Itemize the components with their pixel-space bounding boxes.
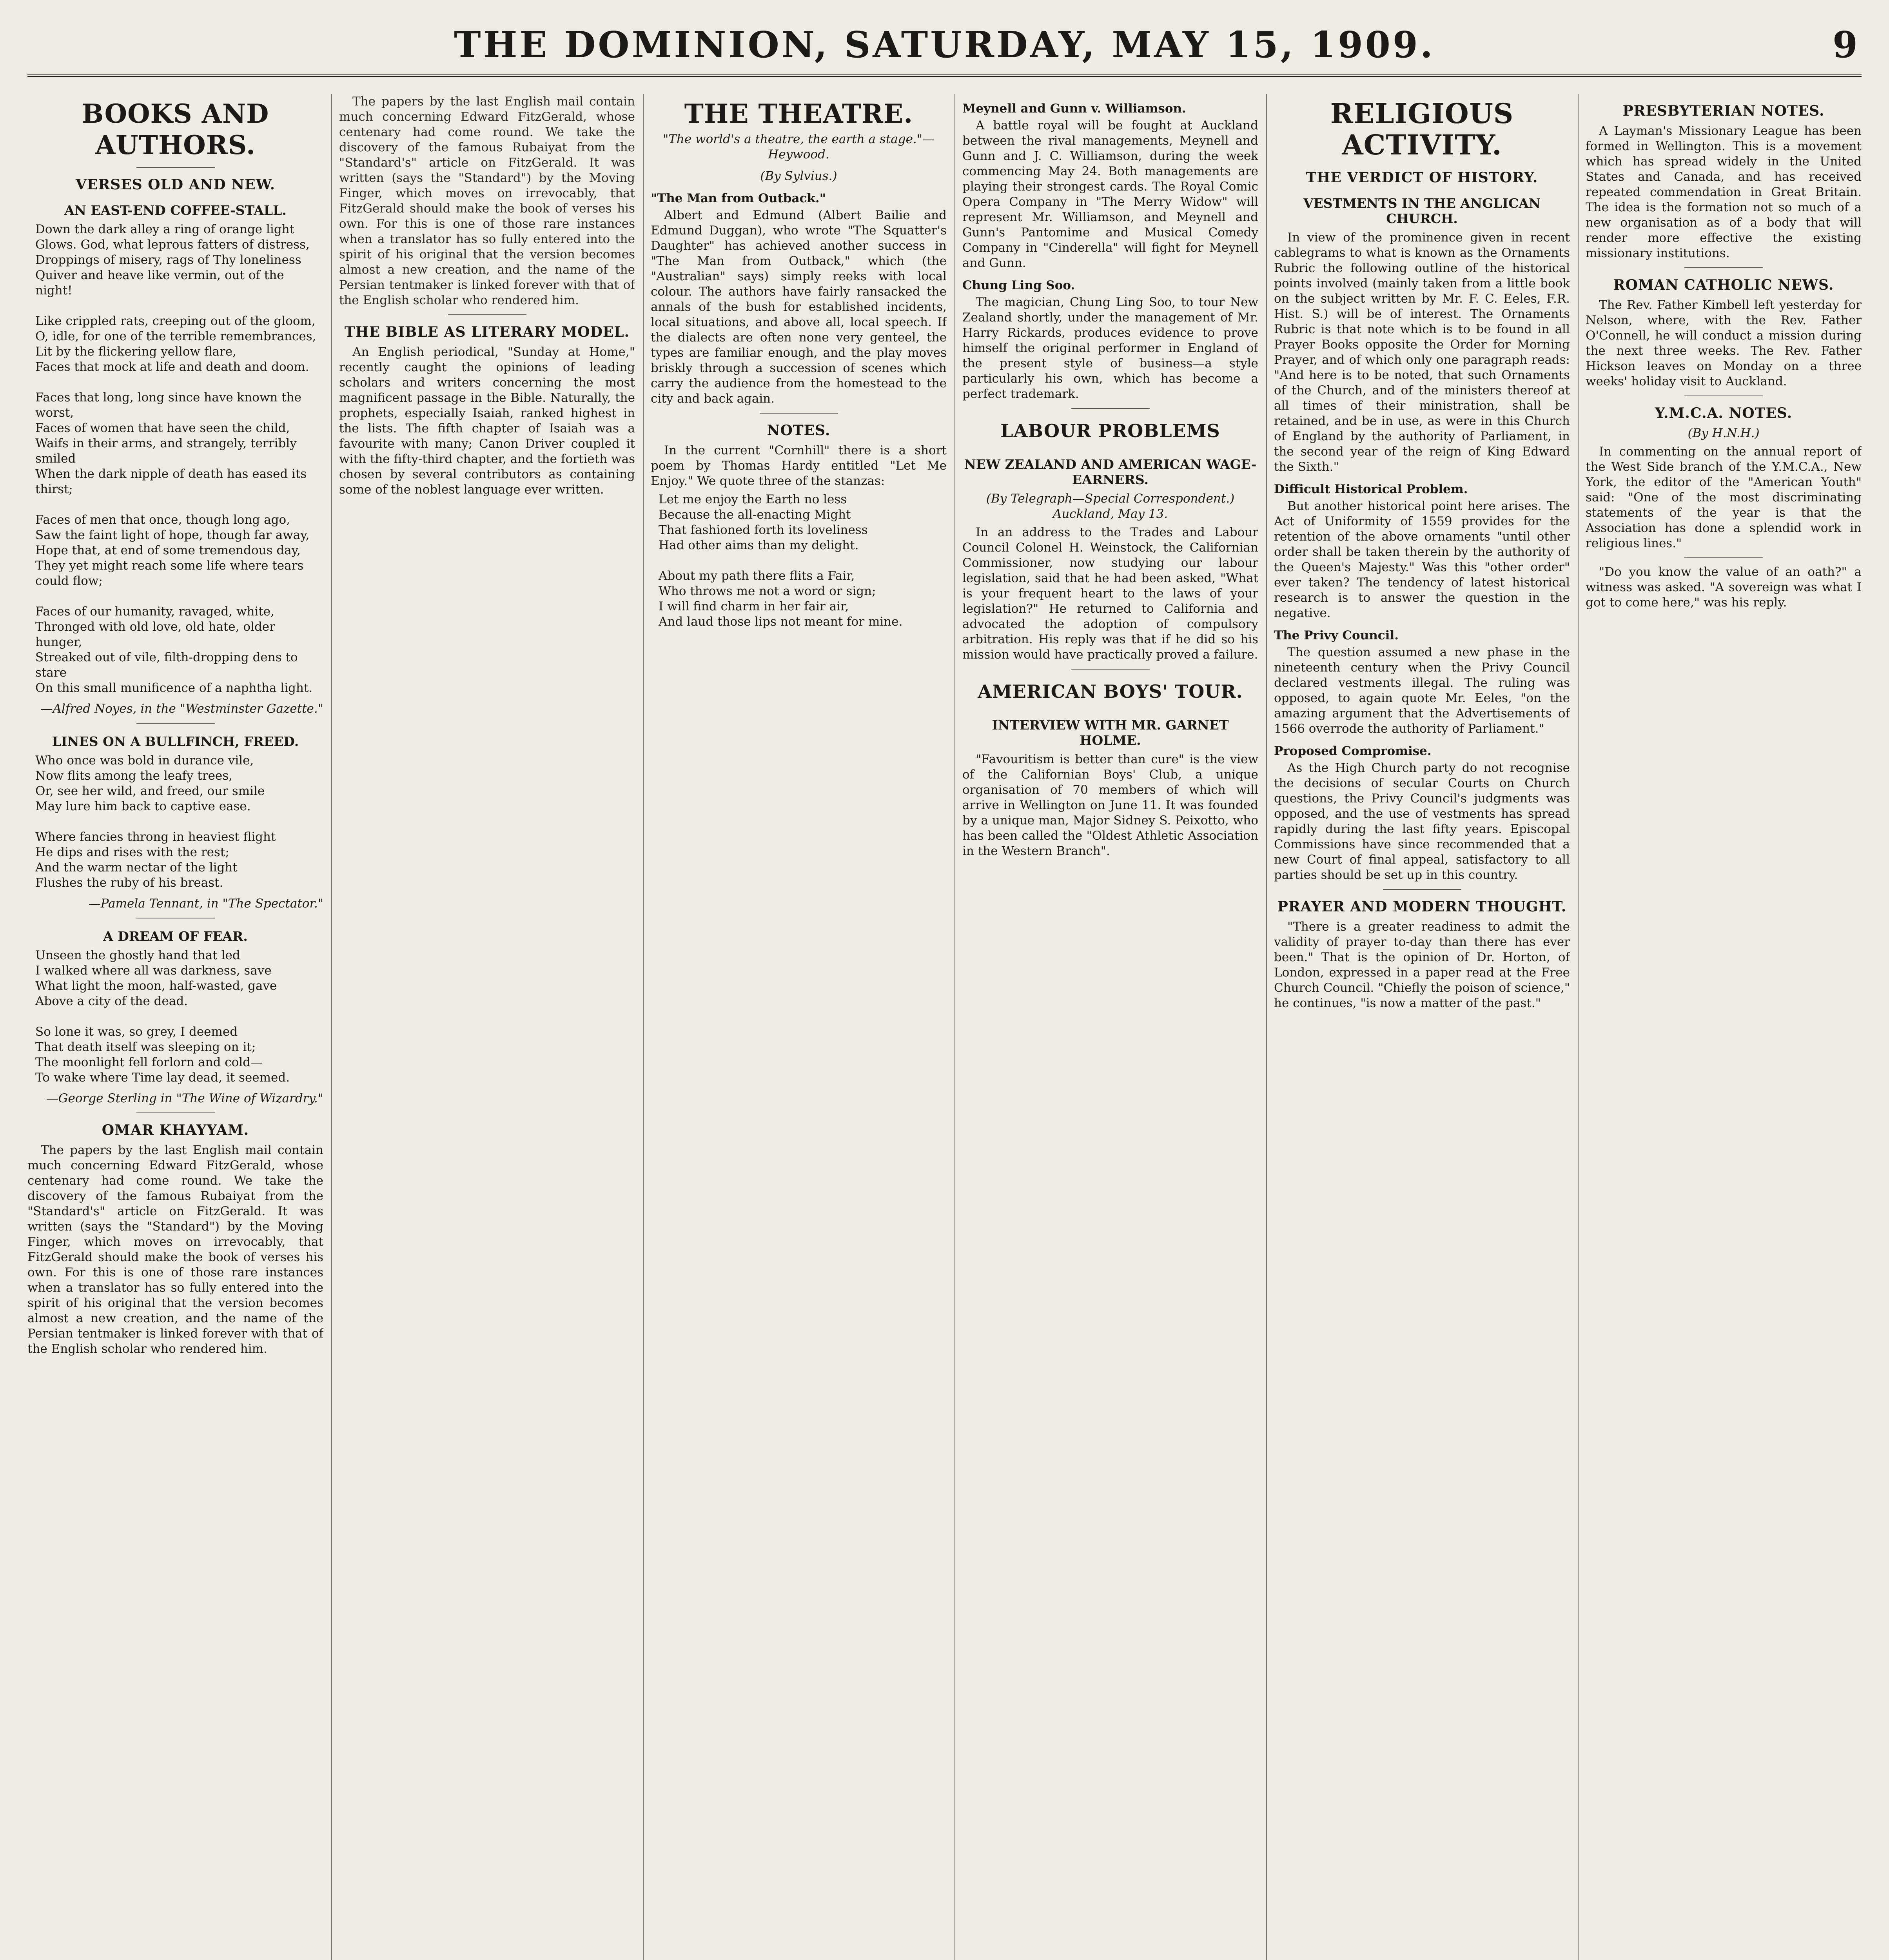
- poem-title: AN EAST-END COFFEE-STALL.: [64, 203, 287, 218]
- prayer-heading: PRAYER AND MODERN THOUGHT.: [1277, 898, 1567, 915]
- article-text: The question assumed a new phase in the nineteenth century when the Privy Council declared vestments illegal. The ruling was opposed, to again quote Mr. Eeles, "on the amazing argument that the Advertisements of 1566 overrode the authority of Parliament.": [1274, 645, 1570, 736]
- article-text: The papers by the last English mail contain much concerning Edward FitzGerald, whose centenary had come round. We take the discovery of the famous Rubaiyat from the "Standard's" article on FitzGerald. It was written (says the "Standard") by the Moving Finger, which moves on irrevocably, that FitzGerald should make the book of verses his own. For this is one of those rare instances when a translator has so fully entered into the spirit of his original that the version becomes almost a new creation, and the name of the Persian tentmaker is linked forever with that of the English scholar who rendered him.: [339, 94, 635, 307]
- presbyterian-heading: PRESBYTERIAN NOTES.: [1622, 103, 1825, 119]
- article-text: In the current "Cornhill" there is a short poem by Thomas Hardy entitled "Let Me Enjoy." We quote three of the stanzas:: [651, 443, 947, 488]
- article-text: Albert and Edmund (Albert Bailie and Edmund Duggan), who wrote "The Squatter's Daughter" has achieved another success in "The Man from Outback," which (the "Australian" says) simply reeks with local colour. The authors have fairly ransacked the annals of the bush for established incidents, local situations, and above all, local speech. If the dialects are often none very genteel, the types are familiar enough, and the play moves briskly through a succession of scenes which carry the audience from the homestead to the city and back again.: [651, 208, 947, 406]
- masthead: [27, 16, 1862, 77]
- divider: [1684, 557, 1763, 558]
- religious-section-title: RELIGIOUS ACTIVITY.: [1330, 97, 1514, 161]
- column-rule: [954, 94, 955, 1960]
- divider: [1071, 669, 1150, 670]
- item-heading: Proposed Compromise.: [1274, 744, 1432, 758]
- item-heading: Difficult Historical Problem.: [1274, 482, 1468, 496]
- poem-text: Down the dark alley a ring of orange light Glows. God, what leprous fatters of distress, Droppings of misery, rags of Thy loneliness Quiver and heave like vermin, out of the night! Like crippled rats, creeping out of the gloom, O, idle, for one of the terrible remembrances, Lit by the flickering yellow flare, Faces that mock at life and death and doom. Faces that long, long since have known the worst, Faces of women that have seen the child, Waifs in their arms, and strangely, terribly smiled When the dark nipple of death has eased its thirst; Faces of men that once, though long ago, Saw the faint light of hope, though far away, Hope that, at end of some tremendous day, They yet might reach some life where tears could flow; Faces of our humanity, ravaged, white, Thronged with old love, old hate, older hunger, Streaked out of vile, filth-dropping dens to stare On this small munificence of a naphtha light.: [35, 222, 316, 695]
- roman-catholic-heading: ROMAN CATHOLIC NEWS.: [1613, 277, 1834, 293]
- divider: [136, 1112, 215, 1113]
- column-1: [27, 94, 323, 1960]
- ymca-heading: Y.M.C.A. NOTES.: [1655, 405, 1793, 421]
- column-rule: [1266, 94, 1267, 1960]
- divider: [136, 723, 215, 724]
- columns: [27, 94, 1862, 1960]
- theatre-epigraph: "The world's a theatre, the earth a stage."—Heywood.: [662, 132, 935, 162]
- theatre-section-title: THE THEATRE.: [684, 98, 913, 129]
- labour-heading: NEW ZEALAND AND AMERICAN WAGE-EARNERS.: [964, 457, 1257, 487]
- theatre-byline: (By Sylvius.): [760, 169, 837, 183]
- article-text: But another historical point here arises. The Act of Uniformity of 1559 provides for the retention of the above ornaments "until other order shall be taken therein by the authority of the Queen's Majesty." Was this "other order" ever taken? The tendency of latest historical research is to answer the question in the negative.: [1274, 499, 1570, 620]
- newspaper-page: [27, 16, 1862, 1960]
- poem-text: Unseen the ghostly hand that led I walked where all was darkness, save What light the moon, half-wasted, gave Above a city of the dead. So lone it was, so grey, I deemed That death itself was sleeping on it; The moonlight fell forlorn and cold— To wake where Time lay dead, it seemed.: [35, 948, 290, 1085]
- poem-attribution: —Alfred Noyes, in the "Westminster Gazette.": [40, 702, 323, 716]
- column-rule: [1578, 94, 1579, 1960]
- verdict-heading: THE VERDICT OF HISTORY.: [1306, 169, 1538, 186]
- column-2: [339, 94, 635, 1960]
- divider: [760, 413, 838, 414]
- article-text: In commenting on the annual report of the West Side branch of the Y.M.C.A., New York, the editor of the "American Youth" said: "One of the most discriminating statements of the year is that the Association has done a splendid work in religious lines.": [1586, 445, 1862, 550]
- verses-heading: VERSES OLD AND NEW.: [76, 176, 275, 193]
- poem-text: Let me enjoy the Earth no less Because the all-enacting Might That fashioned forth its loveliness Had other aims than my delight. About my path there flits a Fair, Who throws me not a word or sign; I will find charm in her fair air, And laud those lips not meant for mine.: [659, 492, 903, 629]
- article-text: A Layman's Missionary League has been formed in Wellington. This is a movement which has spread widely in the United States and Canada, and has received repeated commendation in Great Britain. The idea is the formation not so much of a new organisation as of a body that will render more effective the existing missionary institutions.: [1586, 124, 1862, 260]
- poem-attribution: —George Sterling in "The Wine of Wizardry.": [46, 1091, 323, 1105]
- column-3: [651, 94, 947, 1960]
- article-text: In an address to the Trades and Labour Council Colonel H. Weinstock, the Californian Commissioner, now studying our labour legislation, said that he had been asked, "What is your frequent heart to the laws of your legislation?" He returned to California and advocated the adoption of compulsory arbitration. His reply was that if he did so his mission would have practically proved a failure.: [962, 525, 1258, 662]
- books-section-title: BOOKS AND AUTHORS.: [82, 98, 269, 160]
- article-text: An English periodical, "Sunday at Home," recently caught the opinions of leading scholars and writers concerning the most magnificent passage in the Bible. Naturally, the prophets, especially Isaiah, ranked highest in the lists. The fifth chapter of Isaiah was a favourite with many; Canon Driver coupled it with the fifty-third chapter, and the fortieth was chosen by several contributors as containing some of the noblest language ever written.: [339, 345, 635, 497]
- poem-attribution: —Pamela Tennant, in "The Spectator.": [88, 897, 323, 911]
- labour-section-title: LABOUR PROBLEMS: [1000, 420, 1220, 441]
- vestments-heading: VESTMENTS IN THE ANGLICAN CHURCH.: [1303, 196, 1541, 226]
- column-rule: [643, 94, 644, 1960]
- divider: [1383, 889, 1461, 890]
- divider: [1684, 267, 1763, 268]
- poem-title: LINES ON A BULLFINCH, FREED.: [52, 734, 299, 749]
- boys-tour-title: AMERICAN BOYS' TOUR.: [978, 681, 1243, 702]
- article-text: In view of the prominence given in recent cablegrams to what is known as the Ornaments Rubric the following outline of the historical points involved (mainly taken from a little book on the subject written by Mr. F. C. Eeles, F.R. Hist. S.) will be of interest. The Ornaments Rubric is that note which is to be found in all Prayer Books opposite the Order for Morning Prayer, and of which only one paragraph reads: "And here is to be noted, that such Ornaments of the Church, and of the ministers thereof at all times of their ministration, shall be retained, and be in use, as were in this Church of England by the authority of Parliament, in the second year of the reign of King Edward the Sixth.": [1274, 230, 1570, 474]
- column-5: [1274, 94, 1570, 1960]
- newspaper-title: THE DOMINION, SATURDAY, MAY 15, 1909.: [454, 24, 1435, 66]
- labour-dateline: (By Telegraph—Special Correspondent.) Auckland, May 13.: [986, 492, 1235, 521]
- poem-text: Who once was bold in durance vile, Now flits among the leafy trees, Or, see her wild, and freed, our smile May lure him back to captive ease. Where fancies throng in heaviest flight He dips and rises with the rest; And the warm nectar of the light Flushes the ruby of his breast.: [35, 753, 276, 890]
- item-heading: The Privy Council.: [1274, 628, 1399, 642]
- notes-heading: NOTES.: [767, 422, 831, 439]
- article-text: The Rev. Father Kimbell left yesterday for Nelson, where, with the Rev. Father O'Connell, he will conduct a mission during the next three weeks. The Rev. Father Hickson leaves on Monday on a three weeks' holiday visit to Auckland.: [1586, 298, 1862, 388]
- article-text: "There is a greater readiness to admit the validity of prayer to-day than there has ever been." That is the opinion of Dr. Horton, of London, expressed in a paper read at the Free Church Council. "Chiefly the poison of science," he continues, "is now a matter of the past.": [1274, 920, 1570, 1010]
- article-text: A battle royal will be fought at Auckland between the rival managements, Meynell and Gunn and J. C. Williamson, during the week commencing May 24. Both managements are playing their strongest cards. The Royal Comic Opera Company in "The Merry Widow" will represent Mr. Williamson, and Meynell and Gunn's Pantomime and Musical Comedy Company in "Cinderella" will fight for Meynell and Gunn.: [962, 118, 1258, 270]
- column-6: [1586, 94, 1862, 1960]
- closing-text: "Do you know the value of an oath?" a witness was asked. "A sovereign was what I got to come here," was his reply.: [1586, 565, 1862, 610]
- column-4: [962, 94, 1258, 1960]
- poem-title: A DREAM OF FEAR.: [103, 929, 248, 944]
- divider: [448, 314, 526, 315]
- khayyam-heading: OMAR KHAYYAM.: [102, 1122, 249, 1138]
- divider: [1071, 408, 1150, 409]
- article-text: The papers by the last English mail contain much concerning Edward FitzGerald, whose centenary had come round. We take the discovery of the famous Rubaiyat from the "Standard's" article on FitzGerald. It was written (says the "Standard") by the Moving Finger, which moves on irrevocably, that FitzGerald should make the book of verses his own. For this is one of those rare instances when a translator has so fully entered into the spirit of his original that the version becomes almost a new creation, and the name of the Persian tentmaker is linked forever with that of the English scholar who rendered him.: [27, 1143, 323, 1356]
- bible-heading: THE BIBLE AS LITERARY MODEL.: [344, 324, 630, 340]
- divider: [136, 167, 215, 168]
- column-rule: [331, 94, 332, 1960]
- boys-tour-subhead: INTERVIEW WITH MR. GARNET HOLME.: [992, 717, 1229, 748]
- item-heading: Meynell and Gunn v. Williamson.: [962, 102, 1186, 116]
- article-text: The magician, Chung Ling Soo, to tour New Zealand shortly, under the management of Mr. Harry Rickards, produces evidence to prove himself the original performer in England of the present style of business—a style particularly his own, which has become a perfect trademark.: [962, 295, 1258, 401]
- article-text: "Favouritism is better than cure" is the view of the Californian Boys' Club, a unique organisation of 70 members of which will arrive in Wellington on June 11. It was founded by a unique man, Major Sidney S. Peixotto, who has been called the "Oldest Athletic Association in the Western Branch".: [962, 752, 1258, 858]
- article-text: As the High Church party do not recognise the decisions of secular Courts on Church questions, the Privy Council's judgments was opposed, and the use of vestments has spread rapidly during the last fifty years. Episcopal Commissions have since recommended that a new Court of final appeal, satisfactory to all parties should be set up in this country.: [1274, 761, 1570, 882]
- item-heading: "The Man from Outback.": [651, 191, 826, 205]
- ymca-byline: (By H.N.H.): [1688, 426, 1760, 440]
- item-heading: Chung Ling Soo.: [962, 278, 1075, 292]
- page-number: 9: [1832, 24, 1858, 66]
